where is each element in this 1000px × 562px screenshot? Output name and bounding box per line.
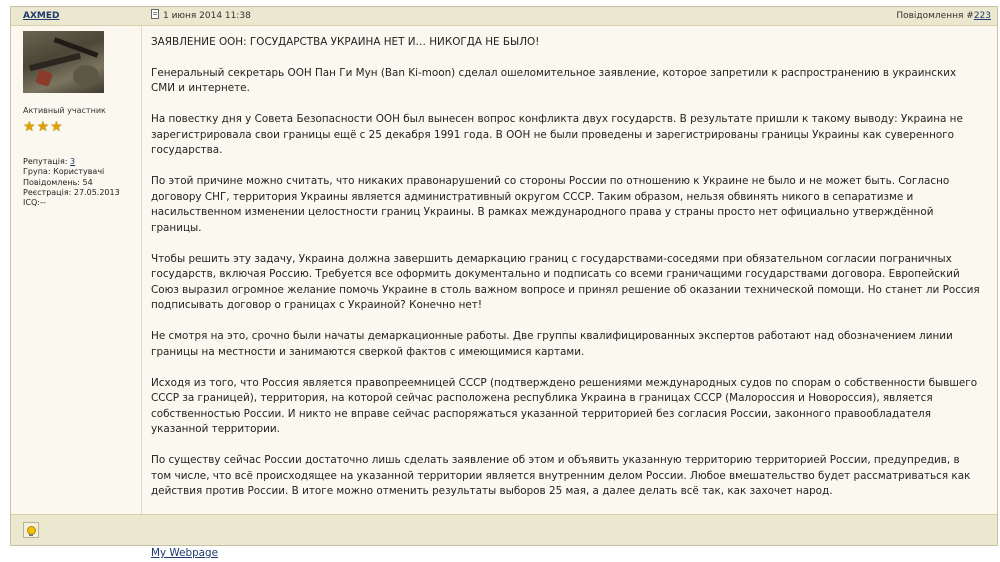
star-icon: ★ xyxy=(36,119,50,135)
star-icon: ★ xyxy=(23,119,36,135)
post-footer xyxy=(11,514,997,545)
post-header xyxy=(11,7,997,26)
user-post-count: Повідомлень: 54 xyxy=(23,177,93,187)
post-paragraph: Не смотря на это, срочно были начаты демаркационные работы. Две группы квалифицированных экспертов работают над обозначением линии границы на местности и занимаются сверкой фактов с имеющимися картами. xyxy=(151,330,953,358)
lightbulb-icon xyxy=(27,526,36,535)
post-paragraph: Чтобы решить эту задачу, Украина должна завершить демаркацию границ с государствами-соседями при обязательном согласии пограничных государств, включая Россию. Требуется все оформить документально и подписать со всеми граничащими государствами договора. Европейский Союз выразил огромное желание помочь Украине в столь важном вопросе и принял решение об оказании технической помощи. Но станет ли Россия подписывать договор о границах с Украиной? Конечно нет! xyxy=(151,252,980,311)
post-date: 1 июня 2014 11:38 xyxy=(163,11,251,21)
post-number-link[interactable]: 223 xyxy=(973,11,991,21)
post-number xyxy=(896,7,991,25)
author-link[interactable]: AXMED xyxy=(23,11,60,21)
forum-post xyxy=(10,6,998,559)
helpful-button[interactable] xyxy=(23,522,39,538)
post-paragraph: По этой причине можно считать, что никаких правонарушений со стороны России по отношению к Украине не было и не может быть. Согласно договору СНГ, территория Украины является административный округом СССР. Таким образом, нельзя обвинять никого в сепаратизме и насильственном изменении целостности границ Украины. В рамках международного права у страны просто нет официально утверждённой границы. xyxy=(151,175,950,234)
user-registration: Реєстрація: 27.05.2013 xyxy=(23,187,120,197)
document-icon xyxy=(151,9,159,19)
rank-stars xyxy=(23,120,63,134)
post-paragraph: Исходя из того, что Россия является правопреемницей СССР (подтверждено решениями международных судов по спорам о собственности бывшего СССР за границей), территория, на которой сейчас расположена республика Украина в границах СССР (Малороссия и Новороссия), является собственностью России. И никто не вправе сейчас распоряжаться указанной территорией без согласия России, законного правообладателя указанной территории. xyxy=(151,376,978,435)
post-body xyxy=(151,35,983,562)
star-icon: ★ xyxy=(50,119,63,135)
post-number-label: Повідомлення # xyxy=(896,11,974,21)
avatar xyxy=(23,31,104,93)
post-paragraph: На повестку дня у Совета Безопасности ООН был вынесен вопрос конфликта двух государств. В результате пришли к такому выводу: Украина не зарегистрировала свои границы ещё с 25 декабря 1991 года. В ООН не были проведены и зарегистрированы границы Украины как суверенного государства. xyxy=(151,113,963,156)
webpage-link[interactable]: My Webpage xyxy=(151,547,219,559)
reputation-label: Репутація: xyxy=(23,157,70,166)
user-stats xyxy=(23,157,120,208)
user-icq: ICQ:-- xyxy=(23,198,46,208)
post-paragraph: Генеральный секретарь ООН Пан Ги Мун (Ban Ki-moon) сделал ошеломительное заявление, которое запретили к распространению в украинских СМИ и интернете. xyxy=(151,66,957,94)
reputation-link[interactable]: 3 xyxy=(70,157,76,166)
post-date-group xyxy=(151,7,251,25)
reputation-row xyxy=(23,157,120,167)
user-rank: Активный участник xyxy=(23,106,106,115)
post-paragraph: По существу сейчас России достаточно лишь сделать заявление об этом и объявить указанную территорию территорией России, предупредив, в том числе, что всё происходящее на указанной территории является внутренним делом России. Любое вмешательство будет рассматриваться как действия против России. В итоге можно отменить результаты выборов 25 мая, а далее делать всё так, как захочет народ. xyxy=(151,454,971,497)
user-group: Група: Користувачі xyxy=(23,167,105,177)
user-info-panel xyxy=(11,26,142,515)
post-title: ЗАЯВЛЕНИЕ ООН: ГОСУДАРСТВА УКРАИНА НЕТ И… НИКОГДА НЕ БЫЛО! xyxy=(151,36,540,48)
